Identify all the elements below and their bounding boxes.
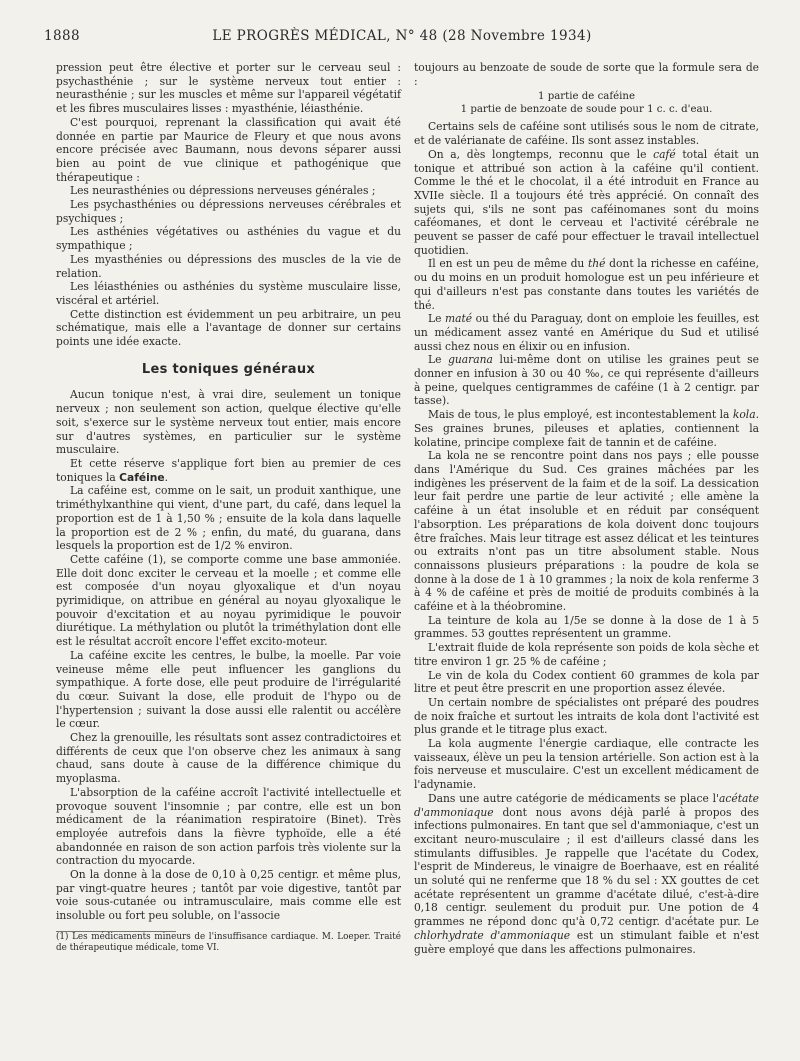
paragraph: Chez la grenouille, les résultats sont assez contradictoires et différents de ceux que l'on observe chez les animaux à sang chaud, sans doute à cause de la différence chimique du myoplasma. — [56, 731, 401, 786]
paragraph: L'extrait fluide de kola représente son poids de kola sèche et titre environ 1 gr. 25 % de caféine ; — [414, 641, 759, 668]
paragraph — [414, 148, 759, 258]
paragraph: Cette caféine (1), se comporte comme une base ammoniée. Elle doit donc exciter le cerveau et la moelle ; et comme elle est composée d'un noyau glyoxalique et d'un noyau pyrimidique, on attribue en général au noyau glyoxalique le pouvoir d'excitation et au noyau pyrimidique le pouvoir diurétique. La méthylation ou plutôt la triméthylation dont elle est le résultat accroît encore l'effet excito-moteur. — [56, 552, 401, 649]
kola-term: kola — [732, 408, 756, 422]
paragraph-text: . — [164, 470, 169, 484]
paragraph: Les myasthénies ou dépressions des muscles de la vie de relation. — [56, 252, 401, 280]
paragraph — [414, 408, 759, 449]
paragraph-text: On a, dès longtemps, reconnu que le — [428, 147, 654, 161]
paragraph-text: Dans une autre catégorie de médicaments se place l' — [428, 791, 720, 805]
paragraph: Les léiasthénies ou asthénies du système musculaire lisse, viscéral et artériel. — [56, 280, 401, 307]
paragraph — [56, 457, 401, 484]
mate-term: maté — [444, 312, 473, 326]
paragraph: Certains sels de caféine sont utilisés sous le nom de citrate, et de valérianate de caféine. Ils sont assez instables. — [414, 120, 759, 148]
paragraph-text: ou thé du Paraguay, dont on emploie les feuilles, est un médicament assez vanté en Amérique du Sud et utilisé aussi chez nous en élixir ou en infusion. — [414, 312, 759, 353]
paragraph: La kola augmente l'énergie cardiaque, elle contracte les vaisseaux, élève un peu la tension artérielle. Son action est à la fois nerveuse et musculaire. C'est un excellent médicament de l'adynamie. — [414, 737, 759, 792]
left-column — [56, 61, 401, 955]
caffeine-term: Caféine — [119, 470, 165, 484]
section-heading: Les toniques généraux — [141, 361, 316, 377]
cafe-term: café — [653, 147, 676, 161]
paragraph: Un certain nombre de spécialistes ont préparé des poudres de noix fraîche et surtout les intraits de kola dont l'activité est plus grande et le titrage plus exact. — [414, 695, 759, 737]
paragraph-text: Mais de tous, le plus employé, est incontestablement la — [428, 408, 733, 422]
paragraph-text: Il en est un peu de même du — [428, 257, 588, 271]
paragraph-text: est un stimulant faible et n'est guère employé que dans les affections pulmonaires. — [414, 928, 760, 956]
paragraph: L'absorption de la caféine accroît l'activité intellectuelle et provoque souvent l'insomnie ; par contre, elle est un bon médicament de la réanimation respiratoire (Binet). Très employée autrefois dans la fièvre typhoïde, elle a été abandonnée en raison de son action parfois très violente sur la contraction du myocarde. — [56, 785, 401, 868]
running-header — [44, 26, 760, 48]
paragraph-text: dont nous avons déjà parlé à propos des infections pulmonaires. En tant que sel d'ammoniaque, c'est un excitant neuro-musculaire ; il est d'ailleurs classé dans les stimulants diffusibles. Je rappelle que l'acétate du Codex, l'esprit de Mindereus, le vinaigre de Boerhaave, est en réalité un soluté qui ne renferme que 18 % du sel : XX gouttes de cet acétate représentent un gramme d'acétate dilué, c'est-à-dire 0,18 centigr. seulement du produit pur. Une potion de 4 grammes ne répond donc qu'à 0,72 centigr. d'acétate pur. Le — [414, 805, 759, 929]
paragraph: pression peut être élective et porter sur le cerveau seul : psychasthénie ; sur le système nerveux tout entier : neurasthénie ; sur les muscles et même sur l'appareil végétatif et les fibres musculaires lisses : myasthénie, léiasthénie. — [56, 61, 401, 116]
paragraph: Les asthénies végétatives ou asthénies du vague et du sympathique ; — [56, 225, 401, 253]
paragraph: toujours au benzoate de soude de sorte que la formule sera de : — [414, 61, 759, 88]
chlorhydrate-term: chlorhydrate d'ammoniaque — [414, 928, 571, 942]
right-column — [414, 61, 759, 956]
page-number: 1888 — [44, 28, 80, 44]
paragraph-text: total était un tonique et attribué son action à la caféine qu'il contient. Comme le thé et le chocolat, il a été introduit en France au XVIIe siècle. Il a toujours été très apprécié. On connaît des sujets qui, s'ils ne sont pas caféinomanes sont du moins caféomanes, et dont le cerveau et l'activité cérébrale ne peuvent se passer de café pour effectuer le travail intellectuel quotidien. — [414, 147, 759, 257]
paragraph: C'est pourquoi, reprenant la classification qui avait été donnée en partie par Maurice de Fleury et que nous avons encore précisée avec Baumann, nous devons séparer aussi bien au point de vue clinique et pathogénique que thérapeutique : — [56, 115, 401, 184]
formula — [414, 90, 759, 116]
paragraph: La caféine est, comme on le sait, un produit xanthique, une triméthylxanthine qui vient, d'une part, du café, dans lequel la proportion est de 1 à 1,50 % ; ensuite de la kola dans laquelle la proportion est de 2 % ; enfin, du maté, du guarana, dans lesquels la proportion est de 1/2 % environ. — [56, 484, 401, 553]
formula-line: 1 partie de benzoate de soude pour 1 c. c. d'eau. — [460, 104, 713, 116]
paragraph: Aucun tonique n'est, à vrai dire, seulement un tonique nerveux ; non seulement son action, quelque élective qu'elle soit, s'exerce sur le système nerveux tout entier, mais encore sur d'autres systèmes, en particulier sur le système musculaire. — [56, 388, 401, 457]
paragraph-text: dont la richesse en caféine, ou du moins en un produit homologue est un peu inférieure et qui d'ailleurs n'est pas constante dans toutes les variétés de thé. — [414, 257, 759, 312]
paragraph-text: . Ses graines brunes, pileuses et aplaties, contiennent la kolatine, principe complexe fait de tannin et de caféine. — [414, 408, 759, 449]
paragraph-text: Le — [428, 353, 449, 367]
paragraph — [414, 353, 759, 408]
paragraph: La caféine excite les centres, le bulbe, la moelle. Par voie veineuse même elle peut influencer les ganglions du sympathique. A forte dose, elle peut produire de l'irrégularité du cœur. Suivant la dose, elle produit de l'hypo ou de l'hypertension ; suivant la dose aussi elle ralentit ou accélère le cœur. — [56, 648, 401, 731]
paragraph: Les neurasthénies ou dépressions nerveuses générales ; — [70, 184, 376, 198]
paragraph-text: Et cette réserve s'applique fort bien au premier de ces toniques la — [56, 456, 401, 484]
paragraph: Le vin de kola du Codex contient 60 grammes de kola par litre et peut être prescrit en une proportion assez élevée. — [414, 668, 759, 696]
guarana-term: guarana — [448, 353, 493, 367]
paragraph: Les psychasthénies ou dépressions nerveuses cérébrales et psychiques ; — [56, 198, 401, 225]
paragraph: Cette distinction est évidemment un peu arbitraire, un peu schématique, mais elle a l'avantage de donner sur certains points une idée exacte. — [56, 307, 401, 349]
paragraph: On la donne à la dose de 0,10 à 0,25 centigr. et même plus, par vingt-quatre heures ; tantôt par voie digestive, tantôt par voie sous-cutanée ou intramusculaire, mais comme elle est insoluble ou fort peu soluble, on l'associe — [56, 868, 401, 923]
paragraph-text: Le — [428, 312, 445, 326]
footnote: (1) Les médicaments mineurs de l'insuffisance cardiaque. M. Loeper. Traité de thérapeutique médicale, tome VI. — [56, 931, 401, 954]
the-term: thé — [587, 257, 606, 271]
paragraph — [414, 257, 759, 312]
paragraph-text: lui-même dont on utilise les graines peut se donner en infusion à 30 ou 40 ‰, ce qui représente d'ailleurs à peine, quelques centigrammes de caféine (1 à 2 centigr. par tasse). — [414, 353, 759, 408]
formula-line: 1 partie de caféine — [537, 91, 636, 103]
paragraph — [414, 312, 759, 353]
paragraph: La teinture de kola au 1/5e se donne à la dose de 1 à 5 grammes. 53 gouttes représentent un gramme. — [414, 613, 759, 641]
paragraph — [414, 792, 759, 956]
running-title: LE PROGRÈS MÉDICAL, N° 48 (28 Novembre 1934) — [212, 28, 592, 44]
acetate-term: acétate d'ammoniaque — [414, 791, 759, 819]
paragraph: La kola ne se rencontre point dans nos pays ; elle pousse dans l'Amérique du Sud. Ces graines mâchées par les indigènes les préservent de la faim et de la soif. La dessication leur fait perdre une partie de leur activité ; elle amène la caféine à un état insoluble et en réduit par conséquent l'absorption. Les préparations de kola doivent donc toujours être fraîches. Mais leur titrage est assez délicat et les teintures ou extraits n'ont pas un titre absolument stable. Nous connaissons plusieurs préparations : la poudre de kola se donne à la dose de 1 à 10 grammes ; la noix de kola renferme 3 à 4 % de caféine et près de moitié de produits combinés à la caféine et à la théobromine. — [414, 449, 759, 614]
